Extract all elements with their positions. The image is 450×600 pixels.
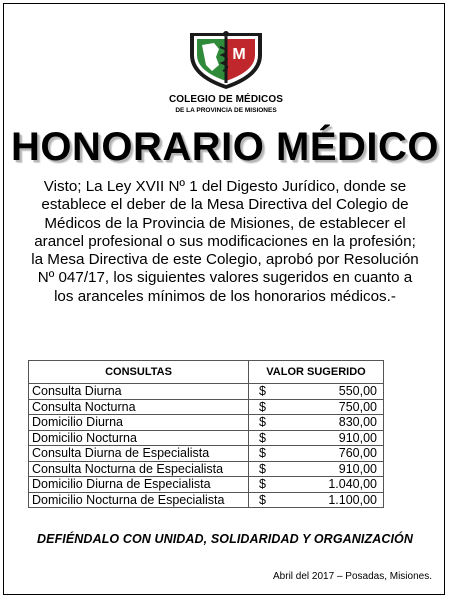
row-value-cell xyxy=(249,477,384,493)
header-valor-sugerido: VALOR SUGERIDO xyxy=(249,361,384,384)
colegio-logo xyxy=(186,25,266,91)
currency-symbol: $ xyxy=(259,399,266,414)
row-value-cell xyxy=(249,446,384,462)
row-value: 1.100,00 xyxy=(328,492,377,507)
row-value: 1.040,00 xyxy=(328,477,377,491)
table-row xyxy=(29,384,384,400)
row-value: 910,00 xyxy=(338,430,377,445)
currency-symbol: $ xyxy=(259,384,266,398)
row-value-cell xyxy=(249,399,384,415)
currency-symbol: $ xyxy=(259,446,266,460)
table-row xyxy=(29,461,384,477)
row-name: Domicilio Nocturna xyxy=(29,430,249,446)
row-value-cell xyxy=(249,415,384,431)
organization-name: COLEGIO DE MÉDICOS xyxy=(168,94,284,105)
logo-letter: M xyxy=(232,46,246,63)
table-row xyxy=(29,492,384,508)
organization-subname: DE LA PROVINCIA DE MISIONES xyxy=(175,107,277,114)
table-row xyxy=(29,446,384,462)
row-name: Consulta Nocturna xyxy=(29,399,249,415)
row-value: 830,00 xyxy=(338,415,377,429)
slogan: DEFIÉNDALO CON UNIDAD, SOLIDARIDAD Y ORGANIZACIÓN xyxy=(37,532,413,546)
table-row xyxy=(29,430,384,446)
row-value-cell xyxy=(249,430,384,446)
row-name: Domicilio Nocturna de Especialista xyxy=(29,492,249,508)
table-header-row xyxy=(29,361,384,384)
header-consultas: CONSULTAS xyxy=(29,361,249,384)
intro-paragraph: Visto; La Ley XVII Nº 1 del Digesto Jurídico, donde se establece el deber de la Mesa Directiva del Colegio de Médicos de la Provincia de Misiones, de establecer el arancel profesional o sus modificaciones en la profesión; la Mesa Directiva de este Colegio, aprobó por Resolución Nº 047/17, los siguientes valores sugeridos en cuanto a los aranceles mínimos de los honorarios médicos.- xyxy=(31,178,419,305)
currency-symbol: $ xyxy=(259,461,266,476)
row-value-cell xyxy=(249,461,384,477)
row-value: 910,00 xyxy=(338,461,377,476)
page-title: HONORARIO MÉDICO xyxy=(11,125,439,169)
row-value: 550,00 xyxy=(338,384,377,398)
row-value: 760,00 xyxy=(338,446,377,460)
table-row xyxy=(29,415,384,431)
currency-symbol: $ xyxy=(259,430,266,445)
row-name: Consulta Diurna xyxy=(29,384,249,400)
row-name: Consulta Nocturna de Especialista xyxy=(29,461,249,477)
row-value-cell xyxy=(249,492,384,508)
fees-table xyxy=(28,360,384,508)
table-row xyxy=(29,477,384,493)
row-value: 750,00 xyxy=(338,399,377,414)
currency-symbol: $ xyxy=(259,477,266,491)
currency-symbol: $ xyxy=(259,415,266,429)
row-name: Consulta Diurna de Especialista xyxy=(29,446,249,462)
row-name: Domicilio Diurna de Especialista xyxy=(29,477,249,493)
row-value-cell xyxy=(249,384,384,400)
footer-date-place: Abril del 2017 – Posadas, Misiones. xyxy=(273,571,432,582)
organization-name-block xyxy=(150,94,302,116)
currency-symbol: $ xyxy=(259,492,266,507)
table-row xyxy=(29,399,384,415)
row-name: Domicilio Diurna xyxy=(29,415,249,431)
